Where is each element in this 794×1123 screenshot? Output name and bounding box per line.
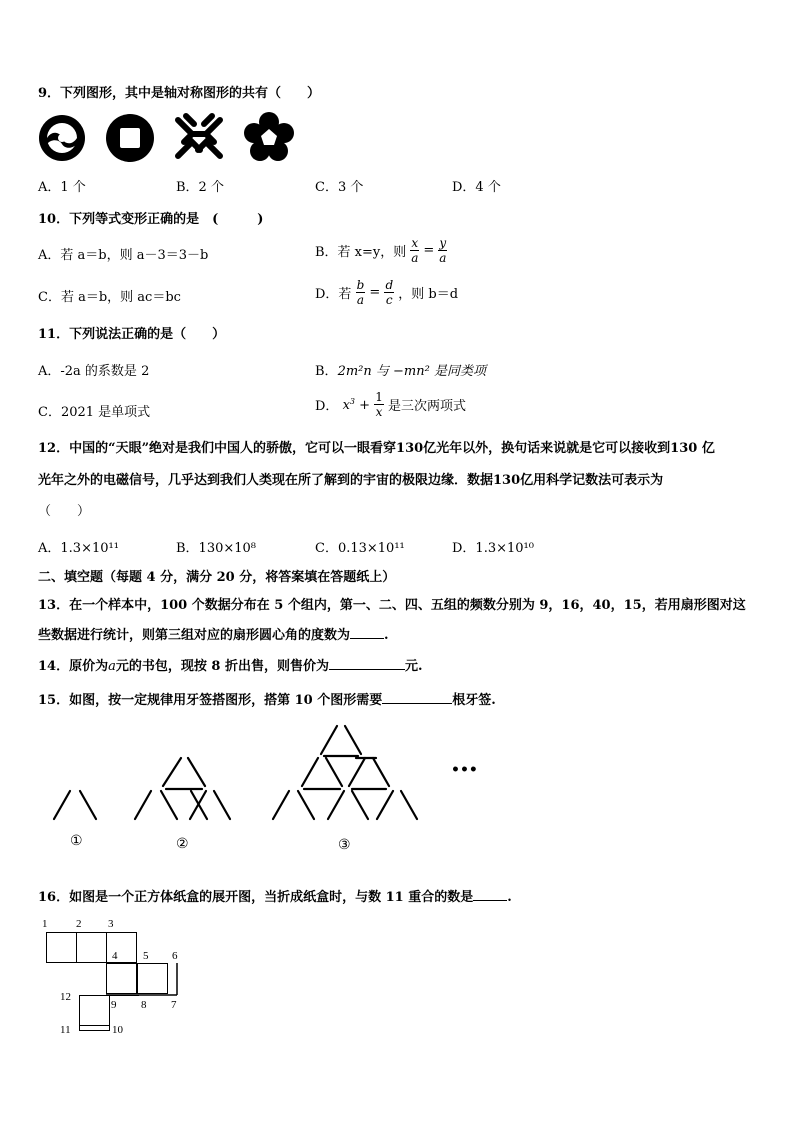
q11-option-b-expression: 2m²n 与 −mn² 是同类项 (337, 364, 486, 379)
q16-text-post: . (507, 890, 512, 905)
q13-line-2-end: . (384, 628, 389, 643)
q13-line-2-text: 些数据进行统计，则第三组对应的扇形圆心角的度数为 (38, 628, 351, 643)
q10-option-d-prefix: D．若 (315, 287, 352, 302)
q14-text-post: 元. (404, 659, 423, 674)
q14-text-mid: 元的书包，现按 8 折出售，则售价为 (115, 659, 329, 674)
q13-line-2 (38, 624, 389, 643)
yin-yang-icon (38, 114, 86, 162)
q13-answer-blank[interactable] (350, 627, 384, 639)
math-x-cubed: $x^3$ + (342, 396, 371, 413)
net-number-8: 8 (141, 999, 147, 1011)
ellipsis-icon: ••• (451, 762, 478, 778)
q11-option-c[interactable]: C．2021 是单项式 (38, 405, 151, 420)
q9-option-c[interactable]: C．3 个 (315, 180, 364, 195)
pinwheel-knot-icon (172, 112, 226, 164)
q11-option-a[interactable]: A．-2a 的系数是 2 (38, 364, 150, 379)
q12-line-2: 光年之外的电磁信号，几乎达到我们人类现在所了解到的宇宙的极限边缘．数据130亿用科学记数法可表示为 (38, 473, 664, 488)
q10-option-a[interactable]: A．若 a＝b，则 a－3＝3－b (38, 248, 209, 263)
fraction-x-over-a: $\frac{x}{a}$ (411, 236, 419, 265)
fraction-d-over-c: $\frac{d}{c}$ (385, 278, 394, 307)
q10-option-b[interactable]: B．若 x=y，则 $\frac{x}{a}$ = $\frac{y}{a}$ (315, 236, 447, 265)
q11-option-d-prefix: D． (315, 399, 339, 414)
q12-option-a[interactable]: A．1.3×10¹¹ (38, 541, 119, 556)
q11-stem: 11．下列说法正确的是（ ） (38, 327, 226, 342)
figure-label-3: ③ (338, 837, 351, 853)
q11-option-b-prefix: B． (315, 364, 338, 379)
q15-text-post: 根牙签. (452, 693, 496, 708)
net-number-4: 4 (112, 950, 118, 962)
q15-answer-blank[interactable] (382, 692, 452, 704)
fraction-b-over-a: $\frac{b}{a}$ (356, 278, 365, 307)
net-number-1: 1 (42, 918, 48, 930)
q9-option-d[interactable]: D．4 个 (452, 180, 501, 195)
net-cell (76, 932, 107, 963)
q16-text (38, 886, 512, 905)
section-heading-fill-in: 二、填空题（每题 4 分，满分 20 分，将答案填在答题纸上） (38, 570, 396, 585)
net-cell (106, 932, 137, 963)
net-number-11: 11 (60, 1024, 71, 1036)
q12-line-3: （ ） (38, 504, 91, 519)
q14-text (38, 655, 423, 674)
toothpick-figures (40, 718, 480, 828)
fraction-1-over-x: $\frac{1}{x}$ (375, 390, 383, 419)
net-number-12: 12 (60, 991, 71, 1003)
q14-text-pre: 14．原价为 (38, 659, 109, 674)
q12-line-1: 12．中国的“天眼”绝对是我们中国人的骄傲，它可以一眼看穿130亿光年以外，换句话来说就是它可以接收到130 亿 (38, 441, 715, 456)
q10-option-d[interactable]: D．若 $\frac{b}{a}$ = $\frac{d}{c}$ ，则 b＝d (315, 278, 459, 307)
q10-option-c[interactable]: C．若 a＝b，则 ac＝bc (38, 290, 181, 305)
q15-text-pre: 15．如图，按一定规律用牙签搭图形，搭第 10 个图形需要 (38, 693, 383, 708)
figure-label-2: ② (176, 836, 189, 852)
q13-line-1: 13．在一个样本中，100 个数据分布在 5 个组内，第一、二、四、五组的频数分别为 9，16，40，15，若用扇形图对这 (38, 598, 746, 613)
q11-option-d-suffix: 是三次两项式 (387, 399, 466, 414)
q9-option-b[interactable]: B．2 个 (176, 180, 224, 195)
net-number-9: 9 (111, 999, 117, 1011)
q9-option-a[interactable]: A．1 个 (38, 180, 86, 195)
q16-answer-blank[interactable] (473, 889, 507, 901)
q12-option-c[interactable]: C．0.13×10¹¹ (315, 541, 405, 556)
net-number-3: 3 (108, 918, 114, 930)
net-cell (46, 932, 77, 963)
net-number-2: 2 (76, 918, 82, 930)
q11-option-b[interactable] (315, 360, 486, 379)
q10-option-d-suffix: ，则 b＝d (398, 287, 459, 302)
q10-option-b-prefix: B．若 x=y，则 (315, 245, 407, 260)
net-number-10: 10 (112, 1024, 123, 1036)
fraction-y-over-a: $\frac{y}{a}$ (439, 236, 447, 265)
ancient-coin-icon (105, 113, 155, 163)
pentagon-flower-icon (244, 112, 294, 162)
q14-answer-blank[interactable] (329, 658, 405, 670)
q16-text-pre: 16．如图是一个正方体纸盒的展开图，当折成纸盒时，与数 11 重合的数是 (38, 890, 474, 905)
q11-option-d[interactable] (315, 390, 466, 419)
net-number-7: 7 (171, 999, 177, 1011)
cube-net-lines (106, 963, 178, 998)
q15-text (38, 689, 496, 708)
figure-label-1: ① (70, 833, 83, 849)
net-number-6: 6 (172, 950, 178, 962)
q14-variable: a (108, 659, 116, 674)
net-number-5: 5 (143, 950, 149, 962)
q9-stem: 9．下列图形，其中是轴对称图形的共有（ ） (38, 86, 321, 101)
q12-option-b[interactable]: B．130×10⁸ (176, 541, 257, 556)
q12-option-d[interactable]: D．1.3×10¹⁰ (452, 541, 534, 556)
q10-stem: 10．下列等式变形正确的是 ( ) (38, 212, 264, 227)
